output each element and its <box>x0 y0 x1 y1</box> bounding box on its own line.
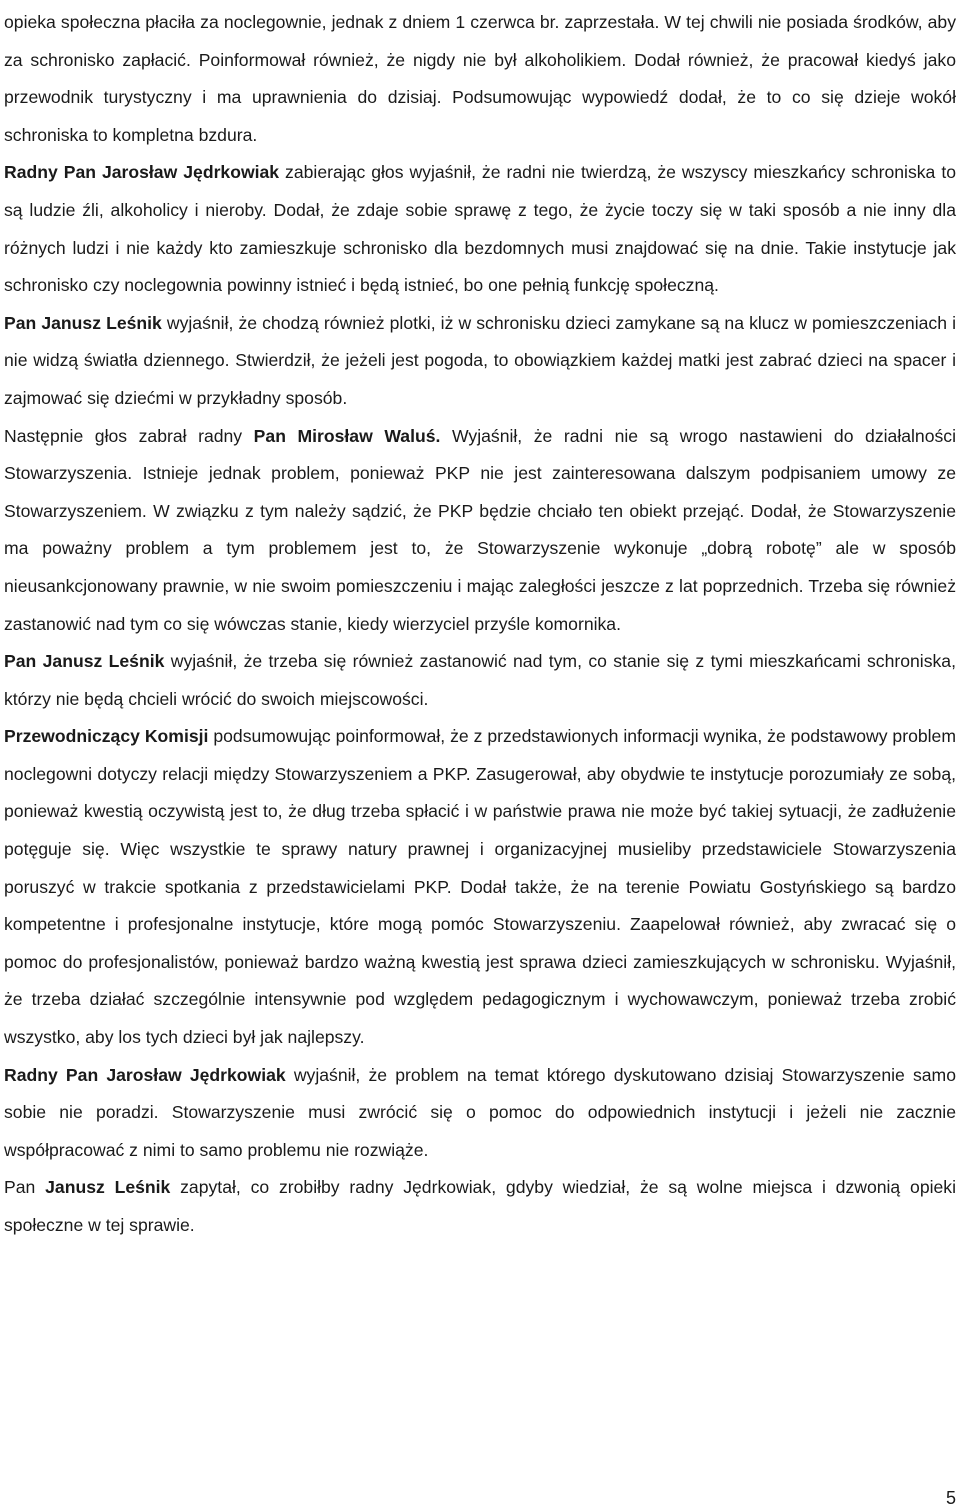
speaker-name: Pan Janusz Leśnik <box>4 651 165 672</box>
paragraph-text: wyjaśnił, że problem na temat którego dyskutowano dzisiaj Stowarzyszenie samo sobie nie poradzi. Stowarzyszenie musi zwrócić się o pomoc do odpowiednich instytucji i jeżeli nie zacznie współpracować z nimi to samo problemu nie rozwiąże. <box>4 1064 956 1160</box>
paragraph-shelter-payment <box>4 4 956 154</box>
paragraph-text: zabierając głos wyjaśnił, że radni nie twierdzą, że wszyscy mieszkańcy schroniska to są ludzie źli, alkoholicy i nieroby. Dodał, że zdaje sobie sprawę z tego, że życie toczy się w taki sposób a nie inny dla różnych ludzi i nie każdy kto zamieszkuje schronisko dla bezdomnych musi znajdować się na dnie. Takie instytucje jak schronisko czy noclegownia powinny istnieć i będą istnieć, bo one pełnią funkcję społeczną. <box>4 162 956 296</box>
page-number: 5 <box>945 1488 956 1508</box>
paragraph-walus-statement <box>4 418 956 644</box>
paragraph-jedrkowiak-statement-2 <box>4 1057 956 1170</box>
speaker-name: Radny Pan Jarosław Jędrkowiak <box>4 1064 286 1085</box>
paragraph-lesnik-statement-2 <box>4 643 956 718</box>
paragraph-text: Wyjaśnił, że radni nie są wrogo nastawieni do działalności Stowarzyszenia. Istnieje jednak problem, ponieważ PKP nie jest zainteresowana dalszym podpisaniem umowy ze Stowarzyszeniem. W związku z tym należy sądzić, że PKP będzie chciało ten obiekt przejąć. Dodał, że Stowarzyszenie ma poważny problem a tym problemem jest to, że Stowarzyszenie wykonuje „dobrą robotę” ale w sposób nieusankcjonowany prawnie, w nie swoim pomieszczeniu i mając zaległości jeszcze z lat poprzednich. Trzeba się również zastanowić nad tym co się wówczas stanie, kiedy wierzyciel przyśle komornika. <box>4 425 956 634</box>
paragraph-text: Następnie głos zabrał radny <box>4 425 254 446</box>
speaker-name: Janusz Leśnik <box>45 1177 171 1198</box>
speaker-name: Pan Mirosław Waluś. <box>253 425 441 446</box>
speaker-name: Przewodniczący Komisji <box>4 726 209 747</box>
paragraph-text: zapytał, co zrobiłby radny Jędrkowiak, gdyby wiedział, że są wolne miejsca i dzwonią opieki społeczne w tej sprawie. <box>4 1177 956 1235</box>
speaker-name: Pan Janusz Leśnik <box>4 312 162 333</box>
paragraph-lesnik-statement <box>4 305 956 418</box>
paragraph-lesnik-question <box>4 1169 956 1244</box>
paragraph-text: podsumowując poinformował, że z przedstawionych informacji wynika, że podstawowy problem noclegowni dotyczy relacji między Stowarzyszeniem a PKP. Zasugerował, aby obydwie te instytucje porozumiały ze sobą, ponieważ kwestią oczywistą jest to, że dług trzeba spłacić i w państwie prawa nie może być takiej sytuacji, że zadłużenie potęguje się. Więc wszystkie te sprawy natury prawnej i organizacyjnej musieliby przedstawiciele Stowarzyszenia poruszyć w trakcie spotkania z przedstawicielami PKP. Dodał także, że na terenie Powiatu Gostyńskiego są bardzo kompetentne i profesjonalne instytucje, które mogą pomóc Stowarzyszeniu. Zaapelował również, aby zwracać się o pomoc do profesjonalistów, ponieważ bardzo ważną kwestią jest sprawa dzieci zamieszkujących w schronisku. Wyjaśnił, że trzeba działać szczególnie intensywnie pod względem pedagogicznym i wychowawczym, ponieważ trzeba zrobić wszystko, aby los tych dzieci był jak najlepszy. <box>4 726 956 1048</box>
paragraph-text: opieka społeczna płaciła za noclegownie, jednak z dniem 1 czerwca br. zaprzestała. W tej chwili nie posiada środków, aby za schronisko zapłacić. Poinformował również, że nigdy nie był alkoholikiem. Dodał również, że pracował kiedyś jako przewodnik turystyczny i ma uprawnienia do dzisiaj. Podsumowując wypowiedź dodał, że to co się dzieje wokół schroniska to kompletna bzdura. <box>4 12 956 145</box>
paragraph-chairman-summary <box>4 718 956 1056</box>
paragraph-jedrkowiak-statement <box>4 154 956 304</box>
speaker-name: Radny Pan Jarosław Jędrkowiak <box>4 162 280 183</box>
paragraph-text: wyjaśnił, że trzeba się również zastanowić nad tym, co stanie się z tymi mieszkańcami schroniska, którzy nie będą chcieli wrócić do swoich miejscowości. <box>4 651 956 709</box>
paragraph-text: Pan <box>4 1177 46 1198</box>
paragraph-text: wyjaśnił, że chodzą również plotki, iż w schronisku dzieci zamykane są na klucz w pomieszczeniach i nie widzą światła dziennego. Stwierdził, że jeżeli jest pogoda, to obowiązkiem każdej matki jest zabrać dzieci na spacer i zajmować się dziećmi w przykładny sposób. <box>4 312 956 408</box>
